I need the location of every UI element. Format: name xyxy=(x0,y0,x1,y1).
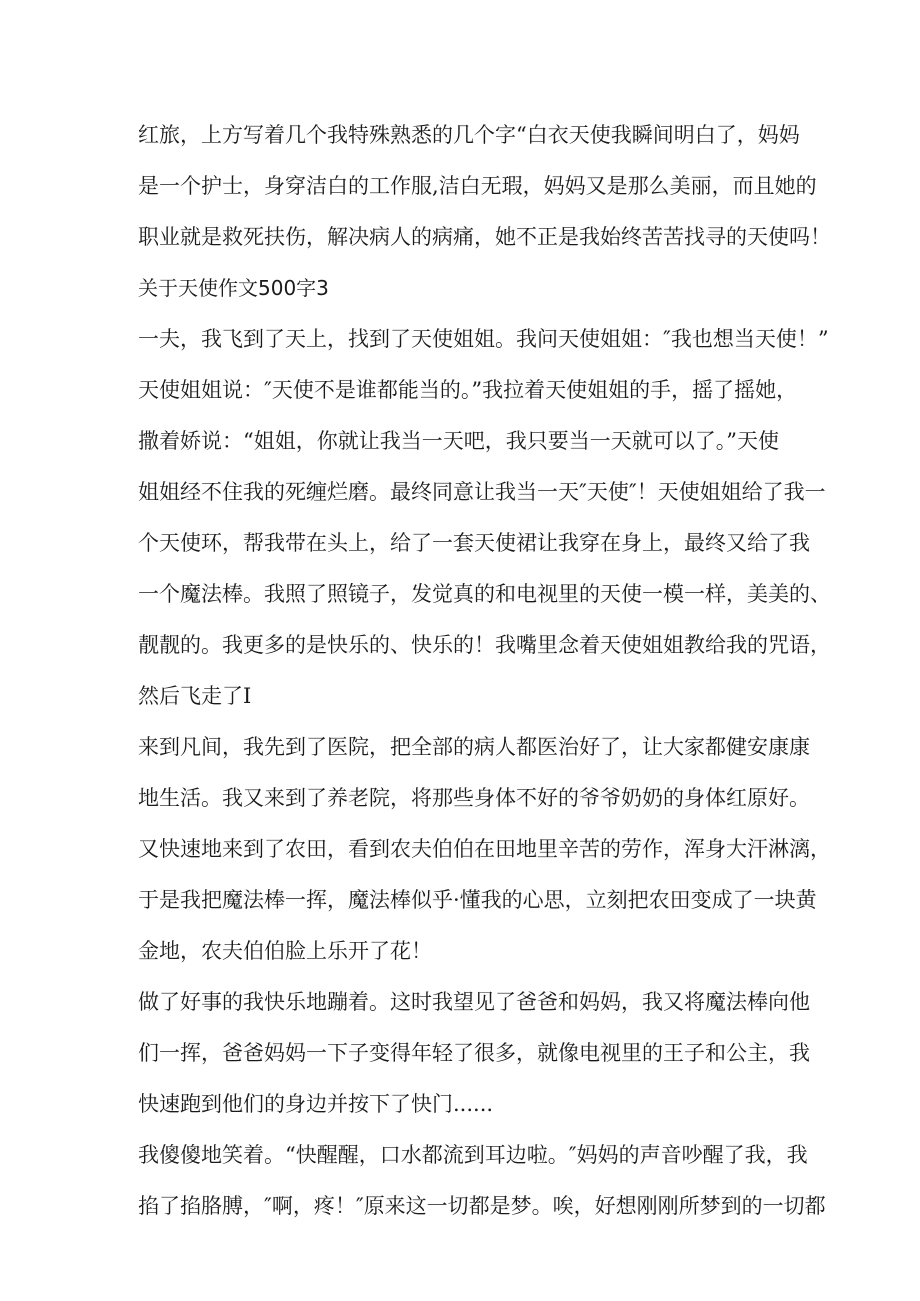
text-line: 是一个护士，身穿洁白的工作服,洁白无瑕，妈妈又是那么美丽，而且她的 xyxy=(138,174,817,198)
text-line: 做了好事的我快乐地蹦着。这时我望见了爸爸和妈妈，我又将魔法棒向他 xyxy=(138,990,810,1014)
text-line: 靓靓的。我更多的是快乐的、快乐的！我嘴里念着天使姐姐教给我的咒语， xyxy=(138,633,831,657)
text-line: 来到凡间，我先到了医院，把全部的病人都医治好了，让大家都健安康康 xyxy=(138,735,810,759)
text-line: 们一挥，爸爸妈妈一下子变得年轻了很多，就像电视里的王子和公主，我 xyxy=(138,1041,810,1065)
text-line: 天使姐姐说：″天使不是谁都能当的。”我拉着天使姐姐的手，摇了摇她， xyxy=(138,378,798,402)
text-line: 职业就是救死扶伤，解决病人的病痛，她不正是我始终苦苦找寻的天使吗！ xyxy=(138,225,831,249)
text-line: 一个魔法棒。我照了照镜子，发觉真的和电视里的天使一模一样，美美的、 xyxy=(138,582,831,606)
document-body xyxy=(138,110,831,1232)
text-line: 姐姐经不住我的死缠烂磨。最终同意让我当一天″天使″！天使姐姐给了我一 xyxy=(138,480,826,504)
text-line: 一夫，我飞到了天上，找到了天使姐姐。我问天使姐姐：″我也想当天使！” xyxy=(138,327,829,351)
text-line: 地生活。我又来到了养老院，将那些身体不好的爷爷奶奶的身体红原好。 xyxy=(138,786,810,810)
text-line: 快速跑到他们的身边并按下了快门...... xyxy=(138,1092,494,1116)
text-line: 又快速地来到了农田，看到农夫伯伯在田地里辛苦的劳作，浑身大汗淋漓， xyxy=(138,837,831,861)
text-line: 个天使环，帮我带在头上，给了一套天使裙让我穿在身上，最终又给了我 xyxy=(138,531,810,555)
text-line: 撒着娇说：“姐姐，你就让我当一天吧，我只要当一天就可以了。”天使 xyxy=(138,429,779,453)
text-line: 然后飞走了I xyxy=(138,684,252,708)
section-heading: 关于天使作文500字3 xyxy=(138,276,329,300)
text-line: 掐了掐胳膊，″啊，疼！″原来这一切都是梦。唉，好想刚刚所梦到的一切都 xyxy=(138,1194,826,1218)
text-line: 于是我把魔法棒一挥，魔法棒似乎·懂我的心思，立刻把农田变成了一块黄 xyxy=(138,888,817,912)
text-line: 我傻傻地笑着。“快醒醒，口水都流到耳边啦。″妈妈的声音吵醒了我，我 xyxy=(138,1143,808,1167)
text-line: 红旅，上方写着几个我特殊熟悉的几个字“白衣天使我瞬间明白了，妈妈 xyxy=(138,123,800,147)
text-line: 金地，农夫伯伯脸上乐开了花！ xyxy=(138,939,432,963)
